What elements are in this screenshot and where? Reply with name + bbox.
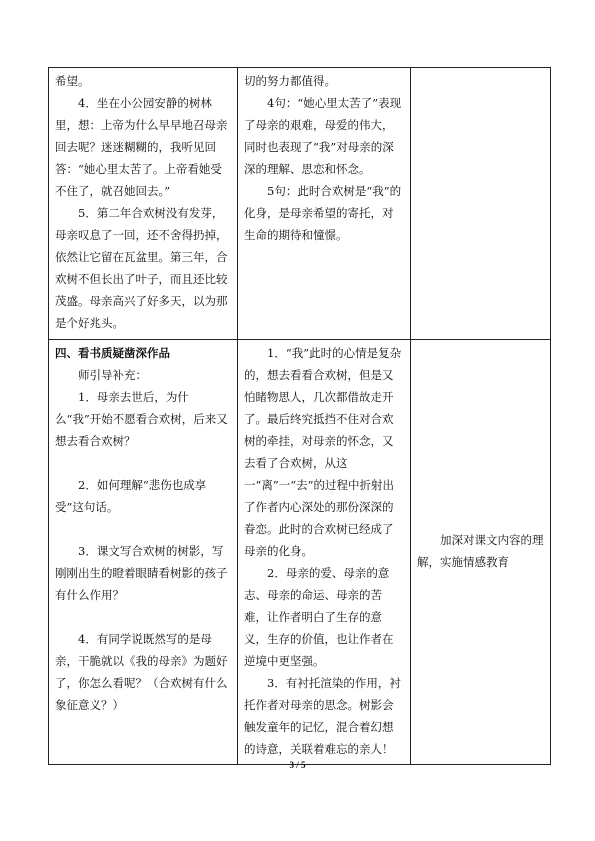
answer-cell	[238, 340, 411, 765]
answer-2: 2．母亲的爱、母亲的意志、母亲的命运、母亲的苦难，让作者明白了生存的意义，生存的价值，也让作者在逆境中更坚强。	[244, 566, 394, 668]
answer-3: 3．有衬托渲染的作用，衬托作者对母亲的思念。树影会触发童年的记忆，混合着幻想的诗意，关联着难忘的亲人！	[244, 676, 401, 756]
purpose-cell	[411, 340, 551, 765]
table-row	[49, 68, 551, 340]
lesson-plan-table	[48, 67, 551, 765]
answer-1: 1．“我”此时的心情是复杂的，想去看看合欢树，但是又怕睹物思人，几次都借故走开了。最后终究抵挡不住对合欢树的牵挂，对母亲的怀念，又去看了合欢树，从这一“离”一“去”的过程中折射出了作者内心深处的那份深深的眷恋。此时的合欢树已经成了母亲的化身。	[244, 346, 402, 558]
text-paragraph: 5．第二年合欢树没有发芽，母亲叹息了一回，还不舍得扔掉，依然让它留在瓦盆里。第三年，合欢树不但长出了叶子，而且还比较茂盛。母亲高兴了好多天，以为那是个好兆头。	[55, 206, 228, 330]
analysis-cell	[238, 68, 411, 340]
purpose-text: 加深对课文内容的理解，实施情感教育	[417, 533, 544, 569]
activity-cell	[49, 340, 238, 765]
page-number: 3 / 5	[289, 760, 306, 770]
text-paragraph: 4．坐在小公园安静的树林里，想：上帝为什么早早地召母亲回去呢？迷迷糊糊的，我听见回答：“她心里太苦了。上帝看她受不住了，就召她回去。”	[55, 96, 228, 198]
text-line: 希望。	[55, 74, 90, 88]
question-2: 2．如何理解“悲伤也成享受”这句话。	[55, 478, 207, 514]
text-paragraph: 5句：此时合欢树是“我”的化身，是母亲希望的寄托，对生命的期待和憧憬。	[244, 184, 402, 242]
question-1: 1．母亲去世后，为什么“我”开始不愿看合欢树，后来又想去看合欢树？	[55, 390, 228, 448]
text-line: 师引导补充：	[78, 368, 147, 382]
question-3: 3．课文写合欢树的树影，写刚刚出生的瞪着眼睛看树影的孩子有什么作用？	[55, 544, 228, 602]
text-line: 切的努力都值得。	[244, 74, 336, 88]
table-row	[49, 340, 551, 765]
purpose-cell	[411, 68, 551, 340]
text-paragraph: 4句：“她心里太苦了”表现了母亲的艰难，母爱的伟大，同时也表现了“我”对母亲的深深的理解、思恋和怀念。	[244, 96, 402, 176]
question-4: 4．有同学说既然写的是母亲，干脆就以《我的母亲》为题好了，你怎么看呢？（合欢树有什么象征意义？）	[55, 632, 228, 712]
text-cell	[49, 68, 238, 340]
section-heading: 四、看书质疑凿深作品	[55, 346, 170, 360]
